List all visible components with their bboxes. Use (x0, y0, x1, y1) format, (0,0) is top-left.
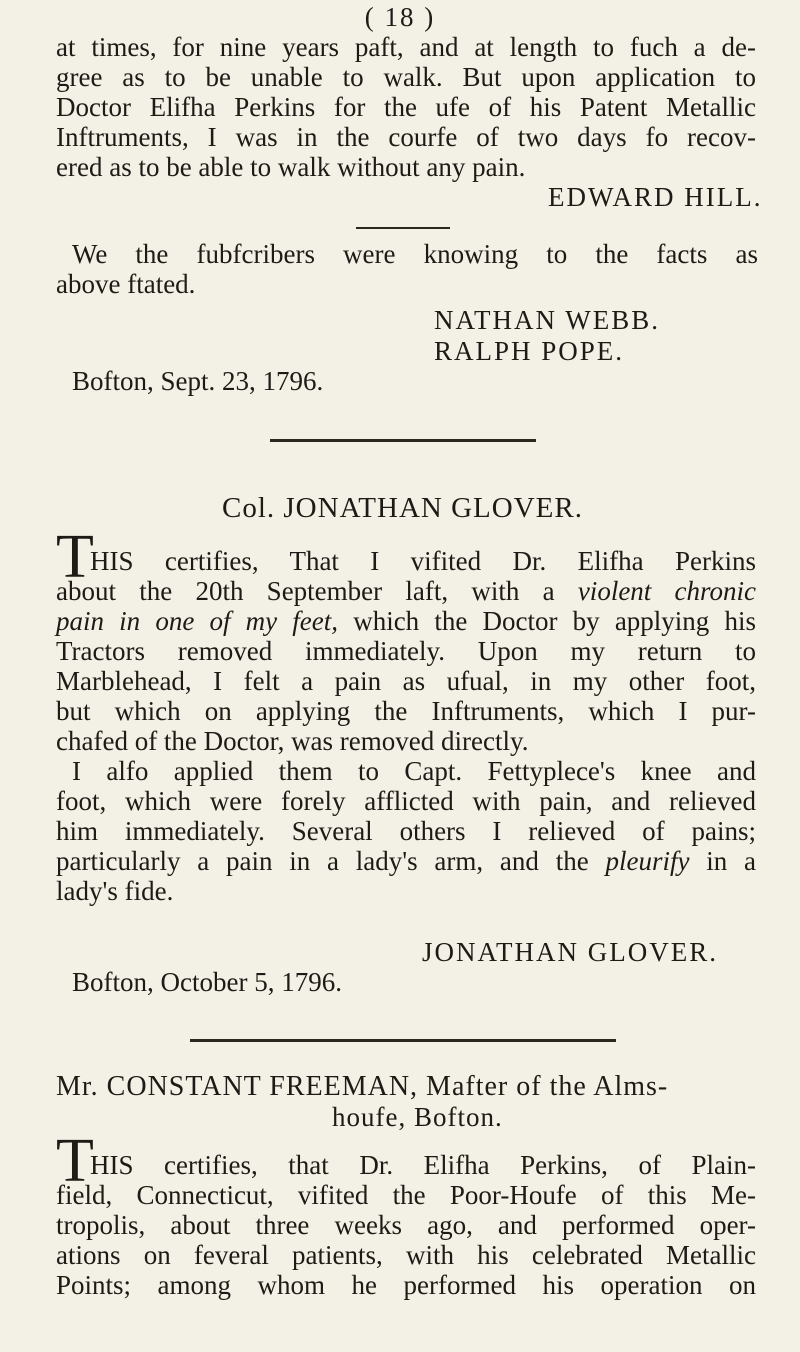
text-line (56, 576, 756, 606)
attestation-date: Bofton, Sept. 23, 1796. (72, 366, 324, 396)
text-span: which the Doctor by applying his (353, 606, 756, 636)
attestation-text (72, 239, 758, 269)
section-divider (270, 439, 536, 442)
glover-first-line (90, 546, 756, 576)
heading-jonathan-glover: Col. JONATHAN GLOVER. (222, 492, 583, 524)
text-line: Marblehead, I felt a pain as ufual, in my other foot, (56, 666, 756, 696)
text-span: in a (706, 846, 756, 876)
text-line: I alfo applied them to Capt. Fettyplece's knee and (72, 756, 756, 786)
heading-almshouse: houfe, Bofton. (332, 1102, 503, 1132)
text-line: him immediately. Several others I relieved of pains; (56, 816, 756, 846)
text-line: HIS certifies, that Dr. Elifha Perkins, of Plain- (90, 1150, 756, 1180)
text-line: ered as to be able to walk without any pain. (56, 152, 526, 182)
text-line: gree as to be unable to walk. But upon application to (56, 62, 756, 92)
text-line: Doctor Elifha Perkins for the ufe of his Patent Metallic (56, 92, 756, 122)
freeman-first-line (90, 1150, 756, 1180)
drop-cap: T (56, 1127, 94, 1195)
signer-ralph-pope: RALPH POPE. (434, 336, 625, 366)
text-line (56, 606, 756, 636)
text-line: field, Connecticut, vifited the Poor-Houfe of this Me- (56, 1180, 756, 1210)
text-line: foot, which were forely afflicted with pain, and relieved (56, 786, 756, 816)
text-line (56, 846, 756, 876)
signature-jonathan-glover: JONATHAN GLOVER. (422, 937, 718, 967)
italic-span: violent chronic (577, 576, 757, 606)
glover-date: Bofton, October 5, 1796. (72, 967, 342, 997)
text-line: tropolis, about three weeks ago, and performed oper- (56, 1210, 756, 1240)
signer-nathan-webb: NATHAN WEBB. (434, 305, 660, 335)
text-line: Inftruments, I was in the courfe of two days fo recov- (56, 122, 756, 152)
text-line: lady's fide. (56, 876, 174, 906)
italic-span: pain in one of my feet, (56, 606, 339, 636)
italic-span: pleurify (605, 846, 690, 876)
text-span: particularly a pain in a lady's arm, and the (56, 846, 589, 876)
freeman-body (56, 1180, 756, 1300)
text-line: above ftated. (56, 269, 196, 299)
attestation-text-cont (56, 269, 756, 299)
text-line: HIS certifies, That I vifited Dr. Elifha Perkins (90, 546, 756, 576)
page-number: ( 18 ) (364, 2, 436, 32)
text-line: ations on feveral patients, with his celebrated Metallic (56, 1240, 756, 1270)
heading-constant-freeman: Mr. CONSTANT FREEMAN, Mafter of the Alms- (56, 1071, 669, 1102)
text-line: but which on applying the Inftruments, which I pur- (56, 696, 756, 726)
text-line: chafed of the Doctor, was removed directly. (56, 726, 529, 756)
letter-hill-body (56, 32, 756, 182)
text-line: We the fubfcribers were knowing to the facts as (72, 239, 758, 269)
section-divider (190, 1039, 616, 1042)
glover-body (56, 576, 756, 906)
text-line: Points; among whom he performed his operation on (56, 1270, 756, 1300)
text-span: about the 20th September laft, with a (56, 576, 555, 606)
text-line: at times, for nine years paft, and at length to fuch a de- (56, 32, 756, 62)
text-line: Tractors removed immediately. Upon my return to (56, 636, 756, 666)
signature-edward-hill: EDWARD HILL. (548, 182, 763, 212)
drop-cap: T (56, 523, 94, 591)
short-divider (356, 227, 450, 229)
